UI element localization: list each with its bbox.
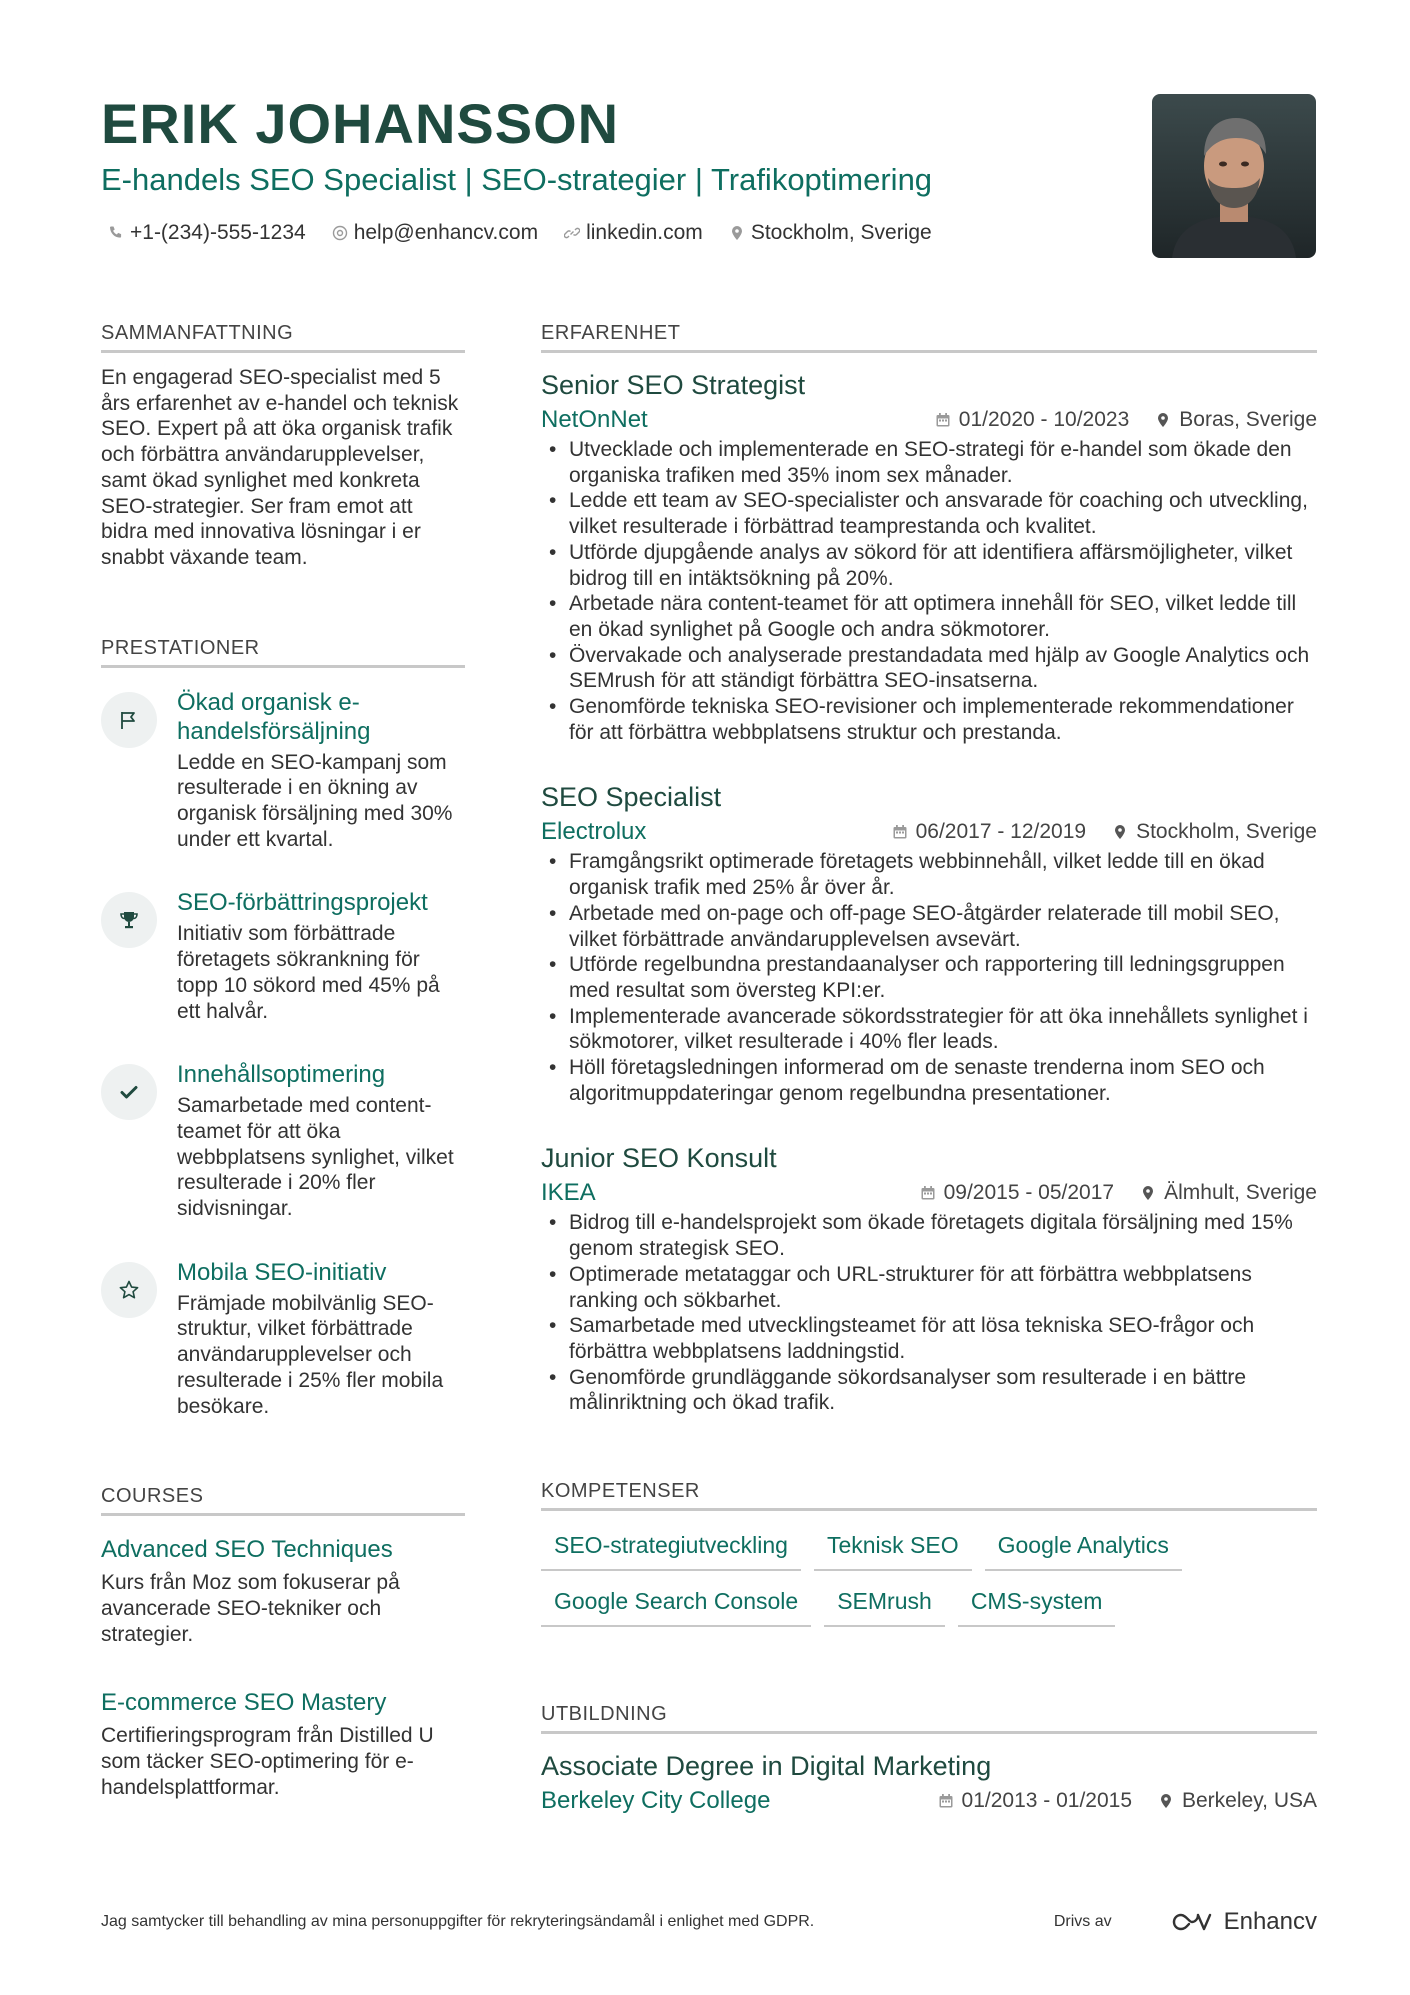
school-name: Berkeley City College [541,1787,771,1815]
job-bullet: • Bidrog till e-handelsprojekt som ökade företagets digitala försäljning med 15% genom strategisk SEO. [569,1210,1317,1261]
email-text: help@enhancv.com [353,221,539,244]
enhancv-logo[interactable] [1168,1908,1317,1936]
education-dates [938,1784,1132,1818]
job-company: NetOnNet [541,406,648,433]
achievement-icon-wrap [101,1262,157,1318]
experience-section [541,316,1317,1416]
skill-tag: SEMrush [824,1585,945,1627]
job-bullet: • Framgångsrikt optimerade företagets webbinnehåll, vilket ledde till en ökad organisk trafik med 25% år över år. [569,849,1317,900]
profile-photo [1152,94,1316,258]
phone-icon [108,225,124,241]
job-company: IKEA [541,1179,596,1207]
location-pin-icon [1158,1793,1174,1809]
courses-section [101,1479,465,1800]
job-location-text: Boras, Sverige [1179,408,1317,431]
calendar-icon [935,412,951,428]
job-bullets [541,849,1317,1106]
achievement-title: SEO-förbättringsprojekt [177,889,428,917]
flag-icon [118,709,140,731]
skill-tag: Google Analytics [985,1529,1182,1571]
contact-linkedin[interactable] [564,218,703,248]
achievement-title: Ökad organisk e-handelsförsäljning [177,688,371,745]
job-bullet: • Genomförde tekniska SEO-revisioner och implementerade rekommendationer för att förbättra webbplatsens struktur och prestanda. [569,694,1317,745]
job-dates-text: 01/2020 - 10/2023 [958,408,1130,431]
right-column [541,316,1317,1818]
headline: E-handels SEO Specialist | SEO-strategier | Trafikoptimering [101,162,933,197]
job-location [1140,1176,1317,1210]
education-meta [938,1784,1317,1818]
degree-title: Associate Degree in Digital Marketing [541,1751,992,1782]
achievement-title: Mobila SEO-initiativ [177,1258,387,1286]
course-title: E-commerce SEO Mastery [101,1689,387,1717]
education-meta-row [541,1784,1317,1818]
education-heading: UTBILDNING [541,1697,1317,1734]
location-pin-icon [1155,412,1171,428]
star-icon [118,1279,140,1301]
location-pin-icon [1140,1185,1156,1201]
job-dates [892,815,1086,849]
experience-heading: ERFARENHET [541,316,1317,353]
job-location [1112,815,1317,849]
job-bullet: • Implementerade avancerade sökordsstrategier för att öka innehållets synlighet i sökmotorer, vilket resulterade i 40% fler leads. [569,1004,1317,1055]
job-title: Junior SEO Konsult [541,1143,777,1174]
education-section [541,1697,1317,1818]
job-bullet: • Utvecklade och implementerade en SEO-strategi för e-handel som ökade den organiska trafiken med 35% inom sex månader. [569,437,1317,488]
location-text: Stockholm, Sverige [750,221,932,244]
job-bullet: • Optimerade metataggar och URL-strukturer för att förbättra webbplatsens ranking och sökbarhet. [569,1262,1317,1313]
enhancv-brand-text: Enhancv [1223,1908,1317,1935]
calendar-icon [938,1793,954,1809]
skill-tag: SEO-strategiutveckling [541,1529,801,1571]
achievement-item [101,688,465,853]
check-icon [118,1081,140,1103]
contact-email[interactable] [332,218,538,248]
footer [101,1904,1317,1940]
achievement-item [101,1060,465,1222]
course-item [101,1534,465,1647]
powered-by: Drivs av [1053,1913,1112,1930]
skill-tag: CMS-system [958,1585,1116,1627]
skills-heading: KOMPETENSER [541,1474,1317,1511]
achievement-item [101,888,465,1024]
job-meta-row [541,403,1317,437]
job-location-text: Älmhult, Sverige [1164,1181,1317,1205]
job-company: Electrolux [541,818,647,846]
location-pin-icon [1112,824,1128,840]
course-item [101,1687,465,1800]
job-bullet: • Utförde djupgående analys av sökord för att identifiera affärsmöjligheter, vilket bidrog till en intäktsökning på 20%. [569,540,1317,591]
skill-tag: Google Search Console [541,1585,811,1627]
education-location-text: Berkeley, USA [1182,1789,1317,1813]
linkedin-text: linkedin.com [586,221,703,244]
calendar-icon [920,1185,936,1201]
achievement-icon-wrap [101,892,157,948]
trophy-icon [118,909,140,931]
job-meta-row [541,1176,1317,1210]
job-location-text: Stockholm, Sverige [1136,820,1317,844]
job-entry [541,1140,1317,1416]
achievement-desc: Ledde en SEO-kampanj som resulterade i en ökning av organisk försäljning med 30% under ett kvartal. [177,750,453,851]
left-column [101,316,465,1835]
education-dates-text: 01/2013 - 01/2015 [961,1789,1132,1813]
job-bullets [541,437,1317,745]
job-location [1155,403,1317,437]
achievement-icon-wrap [101,692,157,748]
achievements-heading: PRESTATIONER [101,631,465,668]
job-bullet: • Arbetade nära content-teamet för att optimera innehåll för SEO, vilket ledde till en ökad synlighet på Google och andra sökmotorer. [569,591,1317,642]
job-bullet: • Arbetade med on-page och off-page SEO-åtgärder relaterade till mobil SEO, vilket förbättrade användarupplevelsen avsevärt. [569,901,1317,952]
course-desc: Kurs från Moz som fokuserar på avancerade SEO-tekniker och strategier. [101,1571,400,1646]
skill-tag: Teknisk SEO [814,1529,972,1571]
summary-text: En engagerad SEO-specialist med 5 års erfarenhet av e-handel och teknisk SEO. Expert på att öka organisk trafik och förbättra användarupplevelser, samt ökad synlighet med konkreta SEO-strategier. Ser fram emot att bidra med innovativa lösningar i er snabbt växande team. [101,366,459,569]
job-dates-text: 06/2017 - 12/2019 [915,820,1087,844]
job-meta [920,1176,1317,1210]
achievement-icon-wrap [101,1064,157,1120]
achievement-desc: Samarbetade med content-teamet för att öka webbplatsens synlighet, vilket resulterade i 20% fler sidvisningar. [177,1094,454,1221]
job-title: Senior SEO Strategist [541,370,806,400]
job-bullet: • Övervakade och analyserade prestandadata med hjälp av Google Analytics och SEMrush för att ständigt förbättra SEO-insatserna. [569,643,1317,694]
contact-location [729,218,932,248]
at-icon [332,225,348,241]
summary-heading: SAMMANFATTNING [101,316,465,353]
job-meta [892,815,1317,849]
course-title: Advanced SEO Techniques [101,1536,393,1564]
job-dates-text: 09/2015 - 05/2017 [943,1181,1115,1205]
achievement-item [101,1258,465,1420]
candidate-name: ERIK JOHANSSON [101,92,620,155]
achievement-desc: Främjade mobilvänlig SEO-struktur, vilket förbättrade användarupplevelser och resulterade i 25% fler mobila besökare. [177,1291,444,1418]
education-location [1158,1784,1317,1818]
link-icon [564,225,580,241]
achievements-section [101,631,465,1420]
contact-phone[interactable] [108,218,306,248]
calendar-icon [892,824,908,840]
job-bullet: • Utförde regelbundna prestandaanalyser och rapportering till ledningsgruppen med resultat som översteg KPI:er. [569,952,1317,1003]
job-dates [935,403,1129,437]
course-desc: Certifieringsprogram från Distilled U som täcker SEO-optimering för e-handelsplattformar. [101,1724,434,1799]
job-bullet: • Höll företagsledningen informerad om de senaste trenderna inom SEO och algoritmuppdateringar genom regelbundna presentationer. [569,1055,1317,1106]
job-bullets [541,1210,1317,1416]
achievement-title: Innehållsoptimering [177,1061,386,1089]
courses-heading: COURSES [101,1479,465,1516]
job-bullet: • Genomförde grundläggande sökordsanalyser som resulterade i en bättre målinriktning och ökad trafik. [569,1365,1317,1416]
job-bullet: • Ledde ett team av SEO-specialister och ansvarade för coaching och utveckling, vilket resulterade i förbättrad teamprestanda och kvalitet. [569,488,1317,539]
job-meta [935,403,1317,437]
job-meta-row [541,815,1317,849]
achievement-desc: Initiativ som förbättrade företagets sökrankning för topp 10 sökord med 45% på ett halvår. [177,922,440,1023]
phone-text: +1-(234)-555-1234 [130,221,306,244]
job-title: SEO Specialist [541,782,722,813]
job-entry [541,367,1317,745]
gdpr-consent: Jag samtycker till behandling av mina personuppgifter för rekryteringsändamål i enlighet med GDPR. [101,1913,815,1930]
summary-section [101,316,465,571]
enhancv-logo-icon [1168,1910,1216,1934]
skills-section [541,1474,1317,1627]
job-entry [541,779,1317,1106]
job-bullet: • Samarbetade med utvecklingsteamet för att lösa tekniska SEO-frågor och förbättra webbplatsens laddningstid. [569,1313,1317,1364]
location-pin-icon [729,225,745,241]
skills-list [541,1529,1317,1627]
job-dates [920,1176,1114,1210]
contact-bar [108,218,932,248]
